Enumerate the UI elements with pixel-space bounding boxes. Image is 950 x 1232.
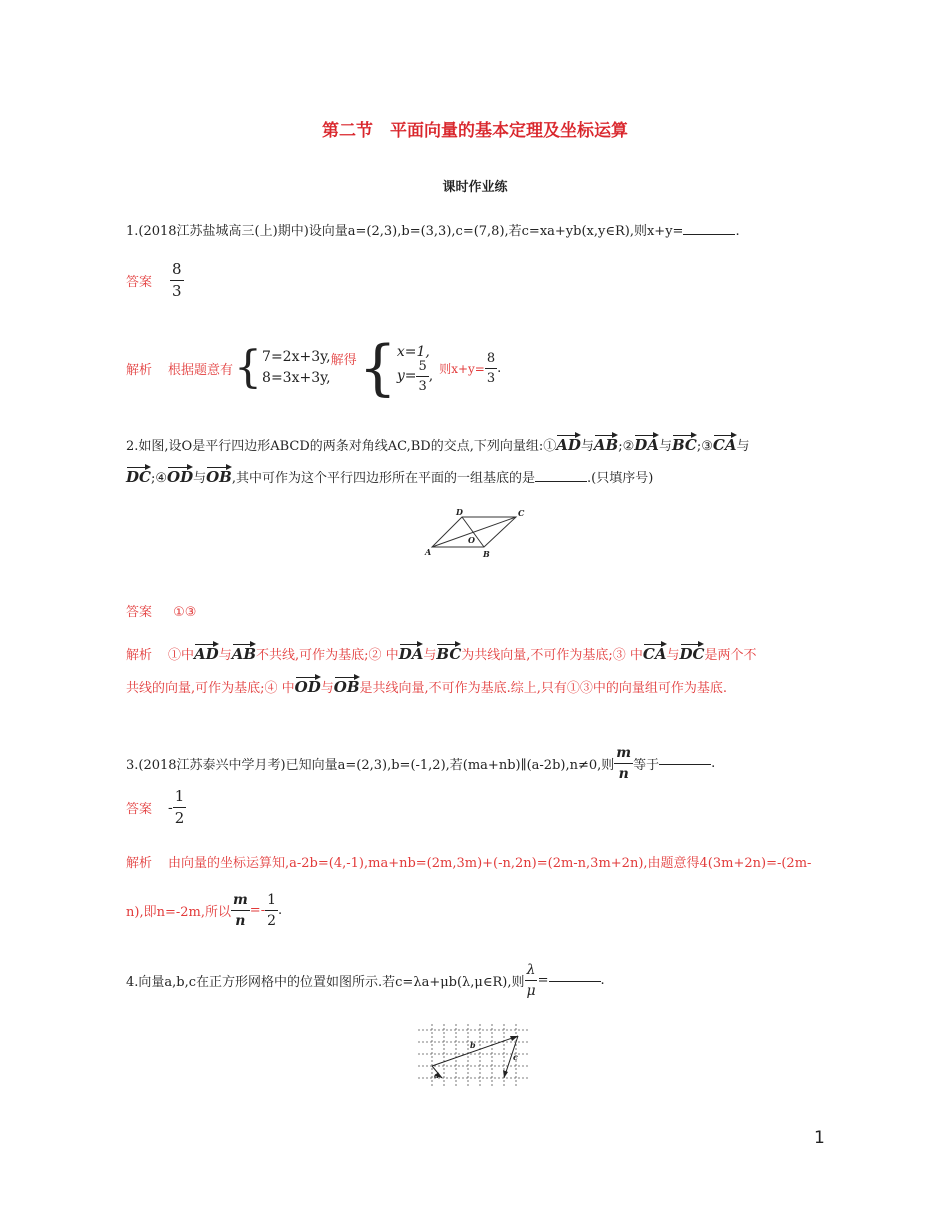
- question-4: 4.向量a,b,c在正方形网格中的位置如图所示.若c=λa+μb(λ,μ∈R),则 $\frac{\lambda}{\mu}$ = .: [126, 962, 605, 999]
- label-A: A: [425, 547, 432, 557]
- solution-values: x=1, y= $\frac{5}{3}$ ,: [396, 343, 434, 394]
- left-brace-result: {: [358, 333, 397, 403]
- vector-OD: OD: [167, 468, 194, 486]
- question-1-text: 1.(2018江苏盐城高三(上)期中)设向量a=(2,3),b=(3,3),c=(7,8),若c=xa+yb(x,y∈R),则x+y=: [126, 224, 684, 239]
- question-1-solution: 解析 根据题意有 { 7=2x+3y, 8=3x+3y, 解得 { x=1, y= $\frac{5}{3}$ , 则x+y= $\frac{8}{3}$ .: [126, 333, 502, 403]
- question-2-solution-line-2: 共线的向量,可作为基底;④ 中OD与OB是共线向量,不可作为基底.综上,只有①③中的向量组可作为基底.: [126, 678, 728, 696]
- label-D: D: [456, 507, 463, 517]
- question-3: 3.(2018江苏泰兴中学月考)已知向量a=(2,3),b=(-1,2),若(ma+nb)∥(a-2b),n≠0,则 $\frac{m}{n}$ 等于 .: [126, 745, 716, 782]
- page-title: 第二节 平面向量的基本定理及坐标运算: [322, 121, 628, 141]
- equation-system: 7=2x+3y, 8=3x+3y,: [262, 349, 331, 386]
- solution-label: 解析: [126, 648, 153, 663]
- question-3-solution-line-2: n),即n=-2m,所以 $\frac{m}{n}$ =- $\frac{1}{2}$ .: [126, 892, 283, 929]
- answer-fraction: $\frac{8}{3}$: [172, 260, 182, 300]
- label-O: O: [468, 535, 475, 545]
- vector-AD: AD: [556, 436, 581, 454]
- answer-blank: [683, 233, 735, 235]
- question-2-line-1: 2.如图,设O是平行四边形ABCD的两条对角线AC,BD的交点,下列向量组:①AD与AB;②DA与BC;③CA与: [126, 436, 750, 454]
- label-C: C: [518, 508, 525, 518]
- left-brace: {: [234, 342, 263, 393]
- vector-DA: DA: [634, 436, 659, 454]
- answer-label: 答案: [126, 802, 153, 817]
- question-2-line-2: DC;④OD与OB,其中可作为这个平行四边形所在平面的一组基底的是 .(只填序号): [126, 468, 654, 486]
- m-over-n: $\frac{m}{n}$: [616, 745, 632, 782]
- answer-blank: [659, 763, 711, 765]
- grid-vector-figure: [414, 1022, 534, 1092]
- label-c: c: [513, 1052, 518, 1062]
- vector-DC: DC: [126, 468, 151, 486]
- answer-label: 答案: [126, 275, 153, 290]
- answer-fraction: $\frac{1}{2}$: [174, 787, 185, 827]
- conclusion-fraction: $\frac{8}{3}$: [486, 350, 496, 386]
- question-2-solution-line-1: 解析 ①中AD与AB不共线,可作为基底;② 中DA与BC为共线向量,不可作为基底;③ 中CA与DC是两个不: [126, 645, 757, 663]
- vector-AB: AB: [593, 436, 619, 454]
- question-1: 1.(2018江苏盐城高三(上)期中)设向量a=(2,3),b=(3,3),c=(7,8),若c=xa+yb(x,y∈R),则x+y= .: [126, 224, 740, 239]
- solution-label: 解析: [126, 362, 153, 378]
- section-subtitle: 课时作业练: [442, 180, 508, 195]
- answer-label: 答案: [126, 605, 153, 620]
- question-3-answer: 答案 - $\frac{1}{2}$: [126, 787, 185, 827]
- vector-BC: BC: [671, 436, 697, 454]
- label-B: B: [483, 549, 490, 559]
- label-b: b: [470, 1040, 476, 1050]
- question-2-answer: [126, 601, 196, 620]
- parallelogram-figure: [420, 505, 530, 561]
- solution-label: 解析: [126, 856, 153, 871]
- question-3-solution-line-1: 解析 由向量的坐标运算知,a-2b=(4,-1),ma+nb=(2m,3m)+(-n,2n)=(2m-n,3m+2n),由题意得4(3m+2n)=-(2m-: [126, 856, 812, 871]
- question-1-answer: [126, 262, 184, 299]
- answer-blank: [549, 980, 601, 982]
- vector-OB: OB: [206, 468, 232, 486]
- lambda-over-mu: $\frac{\lambda}{\mu}$: [526, 962, 536, 999]
- answer-value: ①③: [173, 605, 197, 620]
- answer-blank: [535, 480, 587, 482]
- vector-CA: CA: [712, 436, 737, 454]
- page-number: 1: [814, 1128, 825, 1148]
- label-a: a: [434, 1070, 440, 1080]
